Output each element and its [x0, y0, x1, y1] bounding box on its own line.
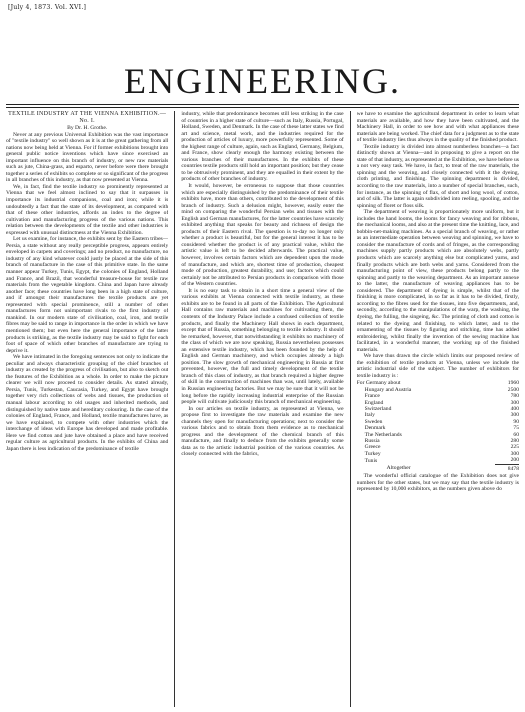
column-3	[357, 111, 519, 707]
paragraph: we have to examine the agricultural department in order to learn what materials are available, and how they have been cultivated, and the Machinery Hall, in order to see how and with what appliances these materials are being worked. The chief data for a judgment as to the state of textile industry lies thus always in the quality of the finished product.	[356, 111, 519, 144]
stats-total-row	[357, 464, 519, 472]
stats-country: Denmark	[364, 425, 386, 432]
stats-row	[357, 457, 519, 464]
paragraph: We have thus drawn the circle which limits our proposed review of the exhibition of textile products at Vienna, unless we include the artistic industrial side of the subject. The number of exhibitors for textile industry is :	[356, 353, 519, 379]
stats-value: 90	[513, 418, 519, 425]
stats-value: 2500	[507, 386, 519, 393]
stats-country: For Germany about	[356, 380, 401, 387]
paragraph: We have intimated in the foregoing sentences not only to indicate the peculiar and always characteristic grouping of the chief branches of industry as created by the progress of civilisation, but also to sketch out the features of the Exhibition as a whole. In order to make the picture clearer we will now proceed to consider details. As stated already, Persia, Tunis, Turkestan, Caucasia, Turkey, and Egypt have brought together very rich collections of webs and tissues, the production of manual labour according to old usages and inherited methods, and distinguished by native taste and hereditary colouring. In the case of the colonies of England, France, and Holland, textile manufactures have, as we have explained, to compete with other industries which the interchange of ideas with Europe has developed and made profitable. Here we find cotton and jute have obtained a place and have received regular culture as agricultural products. In the exhibits of China and Japan there is less indication of the predominance of textile	[6, 354, 169, 452]
paragraph: Textile industry is divided into almost numberless branches—a fact distinctly shown at Vienna—and in proposing to give a report on the state of that industry, as represented at the Exhibition, we have before us a not very easy task. We have, in fact, to treat of the raw materials, the spinning and the weaving, and closely connected with it the dyeing, cloth printing, and finishing. The spinning department is divided, according to the raw materials, into a number of special branches, such, for instance, as the spinning of flax, of short and long wool, of cotton, and of silk. The latter is again subdivided into reeling, spooling, and the spinning of floret or floss silk.	[356, 143, 519, 209]
exhibitor-stats-table	[357, 380, 519, 472]
stats-value: 225	[510, 444, 519, 451]
stats-country: The Netherlands	[364, 431, 402, 438]
column-1	[6, 111, 168, 707]
stats-country: Turkey	[364, 450, 381, 457]
column-divider	[174, 111, 175, 707]
stats-value: 280	[510, 438, 519, 445]
article-title: TEXTILE INDUSTRY AT THE VIENNA EXHIBITION.—No. I.	[8, 111, 167, 124]
paragraph: It would, however, be erroneous to suppose that those countries which are especially distinguished by the predominance of their textile exhibits have, more than others, contributed to the development of this branch of industry. Such a delusion might, however, easily enter the mind on comparing the wonderful Persian webs and tissues with the English and German manufactures, for the latter countries have scarcely exhibited anything that speaks for beauty and richness of design the products of their Eastern rival. The question is to-day no longer only whether a product is beautiful, but for the general interest it has to be considered whether the product is of any practical value, whilst the artistic value is left to be decided afterwards. The practical value, however, involves certain factors which are dependent upon the mode of manufacture, and which are, shortest time of production, cheapest mode of production, greatest durability, and use; factors which could certainly not be attributed to Persian products in comparison with those of the Western countries.	[181, 183, 344, 288]
stats-country: Greece	[364, 444, 381, 451]
stats-total-value: 8478	[507, 465, 519, 472]
stats-value: 300	[510, 399, 519, 406]
stats-country: Italy	[364, 412, 375, 419]
article-byline: By Dr. H. Grothe.	[67, 125, 108, 131]
stats-value: 780	[510, 393, 519, 400]
stats-country: Switzerland	[364, 406, 392, 413]
stats-value: 400	[510, 406, 519, 413]
stats-country: England	[364, 399, 384, 406]
article-columns	[6, 111, 519, 707]
masthead-rule-thin	[6, 107, 519, 108]
stats-total-label: Altogether	[386, 465, 411, 472]
paragraph: The department of weaving is proportionately more uniform, but it includes the hand looms, the looms for fancy weaving and for ribbons, the mechanical looms, and also at the present time the knitting, lace, and bobbin-net-making machines. As a special branch of weaving, or rather as an intermediate operation between weaving and spinning, we have to consider the manufacture of cords and of fringes, as the corresponding machines supply partly products which are absolutely webs, partly products which are scarcely anything else but complicated yarns, and finally products which are both webs and yarns. Considered from the manufacturing point of view, these products belong partly to the spinning and partly to the weaving department. As an important annexe to the latter, the manufacture of weaving appliances has to be considered. The department of dyeing is simple, whilst that of the finishing is more complicated, in so far as it has to be divided, firstly, according to the fibres used for the tissues, into five departments, and, secondly, according to the manipulations of the warp, the washing, the dyeing, the fulling, the singeing, &c. The printing of cloth and cotton is related to the dyeing and finishing, to which latter, and to the ornamenting of the tissues by figuring and stitching, time has added embroidering, whilst finally the invention of the sewing machine has facilitated, in a wonderful manner, the working up of the finished materials.	[356, 209, 519, 353]
stats-value: 200	[495, 457, 519, 464]
masthead-title: ENGINEERING.	[124, 61, 401, 102]
stats-value: 1960	[507, 380, 519, 387]
paragraph: Never at any previous Universal Exhibition was the vast importance of "textile industry" so well shown as it is at the great gathering from all nations now being held at Vienna. For if former exhibitions brought into general public notice inventions which have since exercised an important influence on this branch of industry, or new raw materials such as jute, China-grass, and esparto, never before were there brought together a series of exhibits so complete or so significant of the progress in all branches of this industry, as that now presented at Vienna.	[6, 131, 169, 184]
paragraph: Let us examine, for instance, the exhibits sent by the Eastern tribes—Persia, a state without any really perceptible progress, appears entirely enveloped in carpets and coverings; and no product, no manufacture, no industry of any kind whatever could justly be placed at the side of this branch of manufacture in the case of this primitive state. In the same manner appear Turkey, Tunis, Egypt, the colonies of England, Holland and France, and Brazil, that wonderful treasure-house for textile raw materials from the vegetable kingdom. China and Japan have already another face; these countries have long been in a high state of culture, and if amongst their manufactures the textile products are yet represented with special prominence, still a number of other manufactures form not unimportant rivals to the first industry of mankind. In our modern state of civilisation, coal, iron, and textile fibres may be said to range in importance in the order in which we have mentioned them; but even here the general importance of the latter products is striking, as the textile industry may be said to fight for each foot of space of which other branches of manufacture are trying to deprive it.	[6, 236, 169, 354]
stats-value: 75	[513, 425, 519, 432]
column-divider	[350, 111, 351, 707]
stats-value: 300	[510, 412, 519, 419]
stats-country: Russia	[364, 438, 380, 445]
stats-country: Tunis	[364, 457, 378, 464]
stats-country: France	[364, 393, 380, 400]
stats-value: 300	[510, 450, 519, 457]
stats-country: Hungary and Austria	[364, 386, 412, 393]
stats-value: 60	[513, 431, 519, 438]
paragraph: The wonderful official catalogue of the Exhibition does not give numbers for the other states, but we may say that the textile industry is represented by 10,000 exhibitors, as the numbers given above do	[356, 473, 519, 493]
stats-country: Sweden	[364, 418, 383, 425]
paragraph: industry, while that predominance becomes still less striking in the case of countries in a higher state of culture—such as Italy, Russia, Portugal, Holland, Sweden, and Denmark. In the case of these latter states we find art and science, metal work, and the industries required for the production of articles of luxury, more powerfully represented. Some of the highest range of culture, again, such as England, Germany, Belgium, and France, show clearly enough the harmony existing between the various branches of their manufactures. In the exhibits of these countries textile products still hold an important position; but they cease to be obtrusively prominent, and they are equalled in their extent by the products of other branches of industry.	[181, 111, 344, 183]
paragraph: It is no easy task to obtain in a short time a general view of the various exhibits at Vienna connected with textile industry, as these exhibits are to be found in all parts of the Exhibition. The Agricultural Hall contains raw materials and machines for cultivating them, the contents of the Industry Palace include a confused collection of textile products, and finally the Machinery Hall shows in each department, except that of Russia, something belonging to textile industry. It should be remarked, however, that notwithstanding it exhibits no machinery of the class of which we are now speaking, Russia nevertheless possesses an extensive textile industry, which has been founded by the help of English and German machinery, and which occupies already a high position. The slow growth of mechanical engineering in Russia at first prevented, however, the full and timely development of the textile branch of this class of industry, as that branch required a higher degree of skill in the construction of machines than was, until lately, available in Russian engineering factories. But we may be sure that it will not be long before the rapidly increasing industrial enterprise of the Russian people will cultivate judiciously this branch of mechanical engineering.	[181, 287, 344, 406]
column-2	[181, 111, 343, 707]
running-head: [July 4, 1873. Vol. XVI.]	[8, 4, 87, 11]
masthead-rule	[6, 104, 519, 105]
paragraph: In our articles on textile industry, as represented at Vienna, we propose first to investigate the raw materials and examine the new channels they open for manufacturing operations; next to consider the various fabrics and to obtain from them evidence as to mechanical progress and the development of the chemical branch of this manufacture, and finally to deduce from the exhibits generally some data as to the artistic industrial position of the various countries. As closely connected with the fabrics,	[181, 405, 344, 458]
paragraph: We, in fact, find the textile industry so prominently represented at Vienna that we feel almost inclined to say that it surpasses in importance its industrial companions, coal and iron; while it is undoubtedly a fact that the state of its development, as compared with that of these other industries, affords an index to the degree of cultivation and manufacturing progress of the various nations. This relation between the developments of the textile and other industries is expressed with unusual distinctness at the Vienna Exhibition.	[6, 183, 169, 236]
